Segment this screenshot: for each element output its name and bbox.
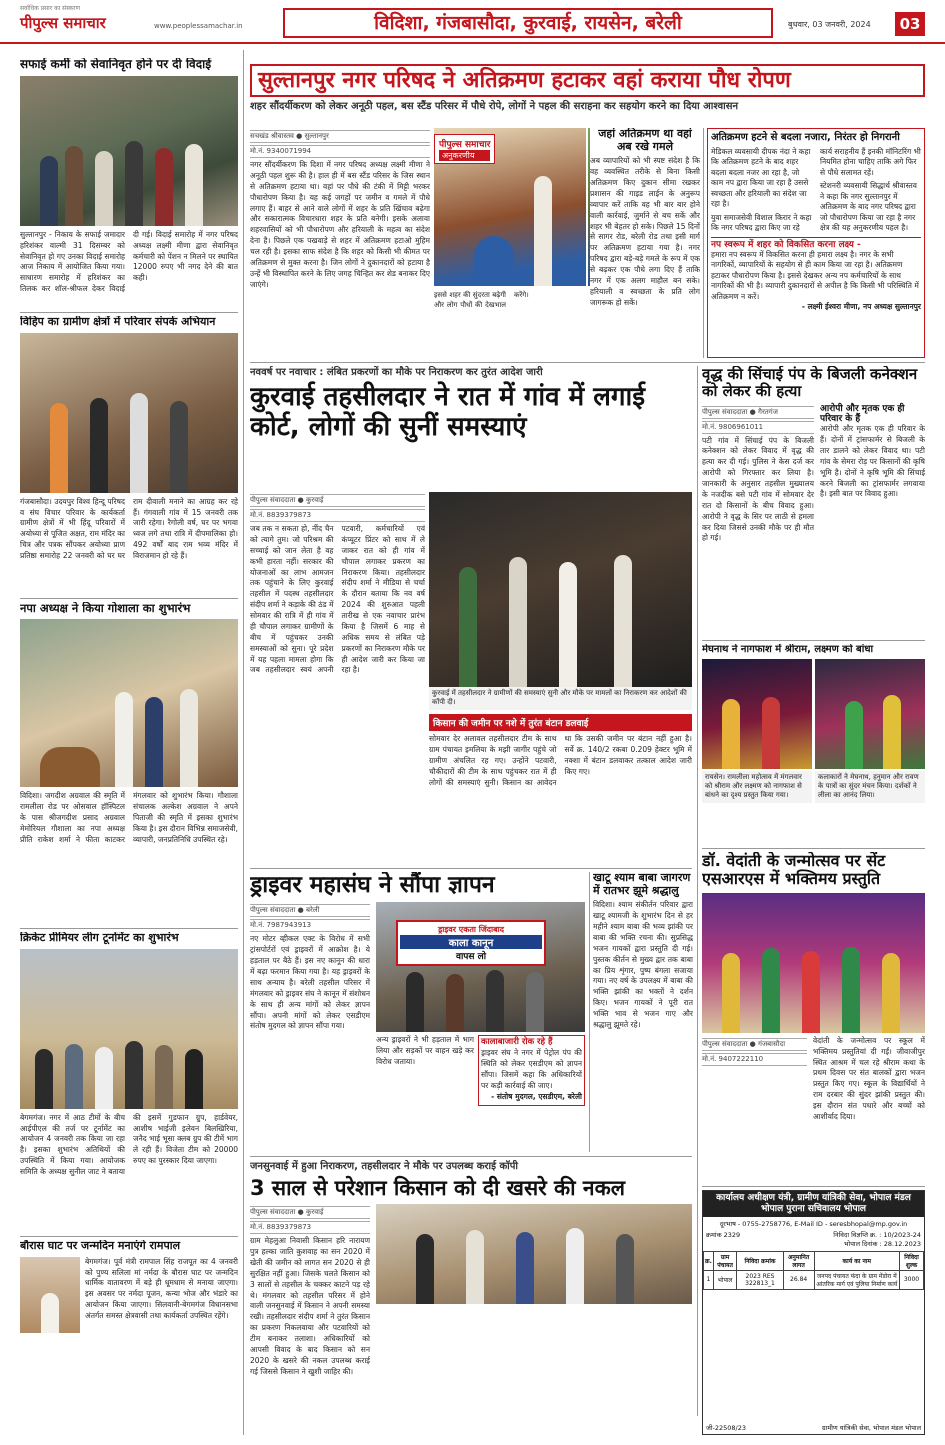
byline: पीपुल्स संवाददाता ● गैरतगंज <box>702 407 778 416</box>
driver-body-continued: अन्य ड्राइवरों ने भी हड़ताल में भाग लिया और सड़कों पर वाहन खड़े कर विरोध जताया। <box>376 1035 474 1067</box>
headline[interactable]: कुरवाई तहसीलदार ने रात में गांव में लगाई कोर्ट, लोगों की सुनीं समस्याएं <box>250 382 645 442</box>
tender-footer: ग्रामीण यांत्रिकी सेवा, भोपाल मंडल भोपाल <box>822 1424 921 1432</box>
photo <box>702 659 812 769</box>
mobile-number: मो.नं. 7987943913 <box>250 921 312 930</box>
lead-body-block <box>250 128 430 358</box>
protest-banner <box>396 920 546 966</box>
story-gaushala <box>20 602 238 924</box>
headline[interactable]: क्रिकेट प्रीमियर लीग टूर्नामेंट का शुभारंभ <box>20 932 179 944</box>
khatu-shyam-story <box>593 872 693 1152</box>
headline[interactable]: मेघनाथ ने नागफाश में श्रीराम, लक्ष्मण को बांधा <box>702 644 874 655</box>
headline[interactable]: 3 साल से परेशान किसान को दी खसरे की नकल <box>250 1176 625 1200</box>
site-url[interactable]: www.peoplessamachar.in <box>154 22 243 30</box>
edition-regions: विदिशा, गंजबासौदा, कुरवाई, रायसेन, बरेली <box>283 8 773 38</box>
lead-photo-caption-row <box>434 290 586 358</box>
mobile-number: मो.नं. 9407222110 <box>702 1054 764 1063</box>
lead-photo <box>434 128 586 286</box>
kurwai-photo-block <box>429 492 692 710</box>
story-farewell <box>20 58 238 308</box>
lead-subheadline: शहर सौंदर्यीकरण को लेकर अनूठी पहल, बस स्टैंड परिसर में पौधे रोपे, लोगों ने पहल की सराहना कर सहयोग करने का दिया आश्वासन <box>250 101 739 113</box>
photo <box>20 949 238 1109</box>
side-headline: आरोपी और मृतक एक ही परिवार के हैं <box>820 403 905 424</box>
article-body: बेगमगंज। नगर में आठ टीमों के बीच आईपीएल की तर्ज पर टूर्नामेंट का आयोजन 4 जनवरी तक किया जा रहा है। इसका शुभारंभ अतिथियों की उपस्थिति में किया गया। आयोजक समिति के अध्यक्ष सुनील जाट ने बताया की इसमें गुडफान ग्रुप, हार्डवेयर, आशीष भाईजी इलेवन बिलखिरिया, जनैद भाई भूसा क्लब ग्रुप की टीमें भाग ले रही हैं। विजेता टीम को 20000 रुपए का पुरस्कार दिया जाएगा। <box>20 1112 238 1177</box>
note-headline: कालाबाजारी रोक रहे हैं <box>481 1037 553 1048</box>
table-header: निविदा क्रमांक <box>737 1251 783 1270</box>
headline[interactable]: विहिप का ग्रामीण क्षेत्रों में परिवार संपर्क अभियान <box>20 316 216 328</box>
table-cell: 26.84 <box>783 1270 814 1289</box>
headline[interactable]: बौरास घाट पर जन्मदिन मनाएंगे रामपाल <box>20 1240 181 1252</box>
photo <box>20 333 238 493</box>
headline[interactable]: खाटू श्याम बाबा जागरण में रातभर झूमे श्रद्धालु <box>593 872 691 897</box>
box-headline[interactable]: अतिक्रमण हटने से बदला नजारा, निरंतर हो निगरानी <box>711 132 900 143</box>
side-headline[interactable]: जहां अतिक्रमण था वहां अब रखे गमले <box>598 128 692 153</box>
newspaper-logo[interactable] <box>20 4 150 38</box>
article-body: बेगमगंज। पूर्व मंत्री रामपाल सिंह राजपूत का 4 जनवरी को पुण्य सलिला मां नर्मदा के बौरास घाट पर जन्मदिन धार्मिक वातावरण में बड़े ही धूमधाम से मनाया जाएगा। इस अवसर पर नर्मदा पूजन, कन्या भोज और भंडारे का आयोजन किया जाएगा। सिलवानी-बेगमगंज विधानसभा अंतर्गत समस्त क्षेत्रवासी तथा कार्यकर्ता उपस्थित रहेंगे। <box>85 1256 238 1321</box>
masthead <box>0 0 945 44</box>
logo-tagline: सर्वाधिक प्रसार का संस्करण <box>20 5 80 12</box>
ramleela-story <box>702 644 925 844</box>
side-body: आरोपी और मृतक एक ही परिवार के हैं। दोनों में ट्रांसफार्मर से बिजली के तार डालने को लेकर विवाद था। पटी गांव के सेमरा रोड़ पर किसानों की कृषि भूमि है। दोनों ने कृषि भूमि की सिंचाई करने बिजली का ट्रांसफार्मर लगवाया है। इसी बात पर विवाद हुआ। <box>820 424 925 499</box>
photo <box>815 659 925 769</box>
photo <box>702 893 925 1033</box>
mobile-number: मो.नं. 9340071994 <box>250 147 312 155</box>
banner-line: काला कानून <box>400 935 542 949</box>
story-cricket <box>20 932 238 1232</box>
byline: पीपुल्स संवाददाता ● कुरवाई <box>250 1208 324 1217</box>
photo-caption: कलाकारों ने मेघनाथ, हनुमान और रावण के पात्रों का सुंदर मंचन किया। दर्शकों ने लीला का आनंद लिया। <box>815 771 925 803</box>
mobile-number: मो.नं. 8839379873 <box>250 511 312 519</box>
kicker: नववर्ष पर नवाचार : लंबित प्रकरणों का मौके पर निराकरण कर तुरंत आदेश जारी <box>250 367 543 378</box>
table-cell: 1 <box>704 1270 714 1289</box>
tender-title: कार्यालय अधीक्षण यंत्री, ग्रामीण यांत्रिकी सेवा, भोपाल मंडल भोपाल पुराना सचिवालय भोपाल <box>703 1191 924 1217</box>
article-body: पटी गांव में सिंचाई पंप के बिजली कनेक्शन को लेकर विवाद में वृद्ध की हत्या कर दी गई। पुलिस ने केस दर्ज कर आरोपी को गिरफ्तार कर लिया है। जानकारी के अनुसार तहसील मुख्यालय के नजदीक बसे पटी गांव में सोमवार देर रात दो किसानों के बीच विवाद हुआ। आरोपी ने वृद्ध के सिर पर लाठी से हमला कर दिया जिससे उनकी मौके पर ही मौत हो गई। <box>702 435 814 543</box>
tender-code: जी-22508/23 <box>706 1424 746 1432</box>
headline[interactable]: नपा अध्यक्ष ने किया गोशाला का शुभारंभ <box>20 602 191 615</box>
gamle-story <box>590 128 700 358</box>
headline[interactable]: वृद्ध की सिंचाई पंप के बिजली कनेक्शन को लेकर की हत्या <box>702 366 918 401</box>
newspaper-name: पीपुल्स समाचार <box>20 14 106 32</box>
note-author: - संतोष मुदगल, एसडीएम, बरेली <box>491 1091 582 1101</box>
banner-line: वापस लो <box>455 952 487 963</box>
box-body: सोमवार देर अलावल तहसीलदार टीम के साथ ग्राम पंचायत इमलिया के मझी जागीर पहुंचे जो ग्रामीण अंचलित रह गए। उन्होंने पटवारी, चौकीदारों की टीम के साथ पहुंचकर रात में ही लोगों की समस्याएं सुनी। किसान का आवेदन था कि उसकी जमीन पर बंटान नहीं हुआ है। सर्वे क्र. 140/2 रकबा 0.209 हेक्टर भूमि में नक्शा में बंटान डलवाकर तत्काल आदेश जारी किए गए। <box>429 734 692 787</box>
opinion-point: मेडिकल व्यवसायी दीपक नंदा ने कहा कि अतिक्रमण हटने के बाद शहर बदला बदला नजर आ रहा है, जो काम नप द्वारा किया जा रहा है उससे स्वच्छता और हरियाली का संदेश जा रहा है। <box>711 146 811 208</box>
table-cell: भोपाल <box>713 1270 736 1289</box>
opinion-point: स्टेशनरी व्यवसायी सिद्धार्थ श्रीवास्तव ने कहा कि नगर सुल्तानपुर में अतिक्रमण के बाद नगर परिषद द्वारा जो पौधारोपण किया जा रहा है नगर क्षेत्र की यह अनुकरणीय पहल है। <box>820 181 917 232</box>
tender-table <box>703 1251 924 1290</box>
headline[interactable]: ड्राइवर महासंघ ने सौंपा ज्ञापन <box>250 872 495 898</box>
byline: पीपुल्स संवाददाता ● बरेली <box>250 906 320 915</box>
headline[interactable]: सफाई कर्मी को सेवानिवृत होने पर दी विदाई <box>20 58 212 71</box>
note-body: ड्राइवर संघ ने नगर में पेट्रोल पंप की स्थिति को लेकर एसडीएम को ज्ञापन सौंपा। जिसमें कहा कि अधिकारियों पर कड़ी कार्रवाई की जाए। <box>481 1048 582 1090</box>
article-body: गंजबासौदा। उदयपुर विश्व हिन्दू परिषद व संघ विचार परिवार के कार्यकर्ता ग्रामीण क्षेत्रों में भी हिंदू परिवारों में अयोध्या से पूजित अक्षत, राम मंदिर का चित्र और पत्रक सौंपकर अयोध्या प्राण प्रतिष्ठा समारोह 22 जनवरी को घर घर राम दीवाली मनाने का आग्रह कर रहे हैं। गंगवाली गांव में 15 जनवरी तक जारी रहेगा। रैगोली वर्ष, घर पर भगवा ध्वज लगे तथा रात्रि में दीपमालिका हो। 492 वर्षों बाद राम भव्य मंदिर में विराजमान हो रहे हैं। <box>20 496 238 561</box>
quote-headline: नप स्वरूप में शहर को विकसित करना लक्ष्य - <box>711 239 861 250</box>
tender-ref: क्रमांक 2329 <box>706 1230 741 1239</box>
table-header: अनुमानित लागत <box>783 1251 814 1270</box>
table-cell: जनपद पंचायत फंदा के ग्राम मेंडोरा में आंतरिक मार्ग एवं पुलिया निर्माण कार्य <box>814 1270 899 1289</box>
mobile-number: मो.नं. 8839379873 <box>250 1223 312 1232</box>
photo-caption: रायसेन। रामलीला महोत्सव में मंगलवार को श्रीराम और लक्ष्मण को नागफाश से बांधने का दृश्य प्रस्तुत किया गया। <box>702 771 812 803</box>
article-body: वेदांती के जन्मोत्सव पर स्कूल में भक्तिमय प्रस्तुतियां दी गईं। जीवाजीपुर स्थित आश्रम में चल रहे श्रीराम कथा के प्रथम दिवस पर संत बालकों द्वारा भजन प्रस्तुत किए गए। स्कूल के विद्यार्थियों ने राम दरबार की सुंदर झांकी प्रस्तुत की। इस दौरान संत पधारे और बच्चों को आशीर्वाद दिया। <box>813 1035 925 1121</box>
article-body: नगर सौंदर्यीकरण कि दिशा में नगर परिषद अध्यक्ष लक्ष्मी मीणा ने अनूठी पहल शुरू की है। हाल ही में बस स्टैंड परिसर के जिस स्थान से अतिक्रमण हटाया था। वहां पर पौधे की टंकी में मिट्टी भरकर पौधारोपण किया है। यह कई जगहों पर जमीन व गमले में पौधे लगाए हैं। बाहर से आने वाले लोगों में शहर के प्रति खिंचाव बढ़ेगा और सकारात्मक विचारधारा शहर के प्रति बनेगी। इसके अलावा शहरवासियों को भी पौधारोपण और हरियाली के महत्व का संदेश देना है। पिछले एक पखवाड़े से शहर में अतिक्रमण हटाओ मुहिम चल रही है। इसका साफ संदेश है कि शहर को किसी भी कीमत पर अतिक्रमण से मुक्त करना है। जिन लोगों ने दुकानदारों को हटाया है उन्हें भी विस्थापित करने के लिए जगह चिन्हित कर शेड बनाकर दिए जाएंगे। <box>250 160 430 289</box>
photo <box>429 492 692 687</box>
photo-caption: कुरवाई में तहसीलदार ने ग्रामीणों की समस्याएं सुनी और मौके पर मामलों का निराकरण कर आदेशों की कॉपी दी। <box>429 687 692 710</box>
table-cell: 2023 RES 322813_1 <box>737 1270 783 1289</box>
article-body: विदिशा। श्याम संकीर्तन परिवार द्वारा खाटू श्यामजी के शुभारंभ दिन से हर महीने श्याम बाबा की भव्य झांकी पर बाबा की भक्ति रचना की। सुप्रसिद्ध भजन गायकों द्वारा प्रस्तुति दी गई। पुस्तक कीर्तन से मुख्य द्वार तक बाबा का प्रिय शृंगार, पुष्प बंगला सजाया गया। नए वर्ष के उपलक्ष्य में बाबा की भक्ति झांकी का भक्तों ने दर्शन किए। भजन गायकों ने पूरी रात भक्ति भाव से भजन गाए और श्रद्धालु झूमते रहे। <box>593 900 693 1029</box>
headline[interactable]: डॉ. वेदांती के जन्मोत्सव पर सेंट एसआरएस में भक्तिमय प्रस्तुति <box>702 852 886 889</box>
photo <box>376 1204 692 1304</box>
lead-opinion-box <box>707 128 925 358</box>
quote-text: हमारा नप स्वरूप में विकसित करना ही हमारा लक्ष्य है। नगर के सभी नागरिकों, व्यापारियों के सहयोग से ही काम किया जा रहा है। अतिक्रमण हटाकर पौधारोपण किया है। इससे देखकर अन्य नप कर्मचारियों के साथ नागरिकों की भी है। व्यापारी दुकानदारों से अपील है कि किसी भी परिस्थिति में अतिक्रमण न करें। <box>711 249 919 301</box>
dateline: बुधवार, 03 जनवरी, 2024 <box>788 20 871 29</box>
byline: पीपुल्स संवाददाता ● कुरवाई <box>250 496 324 504</box>
table-header: क्र. <box>704 1251 714 1270</box>
driver-story <box>250 872 585 1152</box>
badge-label: अनुकरणीय <box>439 150 490 161</box>
mobile-number: मो.नं. 9806961011 <box>702 422 764 431</box>
kurwai-land-box <box>429 714 692 864</box>
table-row <box>704 1270 924 1289</box>
story-vhp-campaign <box>20 316 238 594</box>
tender-notice <box>702 1190 925 1435</box>
vedanti-story <box>702 852 925 1182</box>
box-headline[interactable]: किसान की जमीन पर नशे में तुरंत बंटान डलवाई <box>429 714 692 731</box>
article-body: सुल्तानपुर - निकाय के सफाई जमादार हरिशंकर वाल्मी 31 दिसम्बर को सेवानिवृत हो गए उनका विदाई समारोह आज निकाय में आयोजित किया गया। साधारण समारोह में हरिशंकर का तिलक कर शॉल-श्रीफल देकर विदाई दी गई। विदाई समारोह में नगर परिषद अध्यक्ष लक्ष्मी मीणा द्वारा सेवानिवृत कर्मचारी को पेंशन न मिलने पर स्थायित 12000 रुपए भी नगद देने की बात कही। <box>20 229 238 294</box>
lead-headline[interactable]: सुल्तानपुर नगर परिषद ने अतिक्रमण हटाकर वहां कराया पौध रोपण <box>250 64 925 97</box>
quote-author: - लक्ष्मी ईश्वरा मीणा, नप अध्यक्ष सुल्तानपुर <box>801 302 921 312</box>
table-header: निविदा शुल्क <box>900 1251 924 1270</box>
table-header: ग्राम पंचायत <box>713 1251 736 1270</box>
kurwai-body <box>250 492 425 862</box>
murder-story <box>702 366 925 636</box>
article-body: नए मोटर व्हीकल एक्ट के विरोध में सभी ट्रांसपोर्टरों एवं ड्राइवरों में आक्रोश है। ये हड़ताल पर बैठे हैं। इस नए कानून की धारा में बढ़ा फरमान किया गया है। यह ड्राइवरों के साथ अन्याय है। बरेली तहसील परिसर में मंगलवार को ड्राइवर संघ ने कानून में संशोधन के साथ ही अन्य मांगों को लेकर ज्ञापन सौंपा। अपनी मांगों को लेकर एसडीएम संतोष मुदगल को ज्ञापन सौंपा गया। <box>250 934 370 1031</box>
tender-number: निविदा विज्ञप्ति क्र. : 10/2023-24 <box>833 1230 921 1239</box>
banner-line: ड्राइवर एकता जिंदाबाद <box>438 925 504 935</box>
photo <box>434 128 586 286</box>
story-rampal <box>20 1240 238 1435</box>
article-body: जब तक न सकता हो, नींद चैन को त्यागे तुम। जो परिश्रम की सच्चाई को जान लेता है वह कभी हारता नहीं। सरकार की योजनाओं का लाभ आमजन तक पहुंचाने के लिए कुरवाई तहसील में पदस्थ तहसीलदार संदीप शर्मा ने कड़ाके की ठंड में सोमवार की रात्रि में ही गांव में ही चौपाल लगाकर ग्रामीणों के बीच में पहुंचकर उनकी समस्याओं को सुना। पूरे प्रदेश में यह पहला मामला होगा कि जब तहसीलदार स्वयं अपनी पटवारी, कर्मचारियों एवं कंप्यूटर प्रिंटर को साथ में ले जाकर रात को ही गांव में चौपाल लगाकर प्रकरण का निराकरण किया। तहसीलदार संदीप शर्मा ने मीडिया से चर्चा के दौरान बताया कि नव वर्ष 2024 की शुरुआत पहली तारीख से एक नवाचार प्रारंभ किया है जिसमें 6 माह से अधिक समय से लंबित पड़े प्रकरणों का निराकरण मौके पर ही आदेश जारी कर किया जा रहा है। <box>250 524 425 675</box>
byline: सचखंड श्रीवास्तव ● सुल्तानपुर <box>250 132 329 140</box>
farmer-story <box>250 1160 692 1435</box>
tender-date: भोपाल दिनांक : 28.12.2023 <box>843 1239 921 1248</box>
article-body: ग्राम मेहलुआ निवासी किसान हरि नारायण पुत्र हल्का जाति कुशवाह का सन 2020 में खेती की जमीन को लागत सन 2020 से ही सुरक्षित नहीं हुआ। जिसके चलते किसान को 3 सालों से तहसील के चक्कर काटने पड़ रहे थे। मंगलवार को तहसील परिसर में होने वाली जनसुनवाई में किसान ने अपनी समस्या रखी। तहसीलदार संदीप शर्मा ने तुरंत किसान का प्रकरण निकलवाया और पटवारियों को टीम बनाकर तलाशा। अधिकारियों को आपसी विवाद के बाद किसान को सन 2020 के खसरे की नकल उपलब्ध कराई गई जिससे किसान ने खुशी जाहिर की। <box>250 1236 370 1376</box>
tender-contact[interactable]: दूरभाष - 0755-2758776, E-Mail ID - seresbhopal@mp.gov.in <box>719 1219 908 1228</box>
portrait-photo <box>20 1257 80 1333</box>
page-number: 03 <box>895 12 925 36</box>
opinion-point: युवा समाजसेवी विशाल किरार ने कहा कि नगर परिषद द्वारा किए जा रहे कार्य सराहनीय हैं इनकी मॉनिटरिंग भी नियमित होना चाहिए ताकि अगे फिर से पौधे सलामत रहें। <box>711 146 921 232</box>
kurwai-story <box>250 366 692 490</box>
photo <box>20 619 238 787</box>
kicker: जनसुनवाई में हुआ निराकरण, तहसीलदार ने मौके पर उपलब्ध कराई कॉपी <box>250 1161 519 1172</box>
lead-body-continued: इससे शहर की सुंदरता बढ़ेगी और लोग पौधों की देखभाल करेंगे। <box>434 291 529 310</box>
badge-paper-name: पीपुल्स समाचार <box>439 140 491 150</box>
table-header: कार्य का नाम <box>814 1251 899 1270</box>
table-cell: 3000 <box>900 1270 924 1289</box>
side-body: अब व्यापारियों को भी स्पष्ट संदेश है कि वह व्यवस्थित तरीके से बिना किसी अतिक्रमण किए दुकान सीमा रखकर प्रशासन की गाइड लाईन के अनुरूप व्यापार करें ताकि वह भी बार बार होने वाली कार्रवाई, जुर्माने से बच सकें और शहर भी बेहतर हो सके। पिछले 15 दिनों से सागर रोड, बरेली रोड तथा इसी मार्ग पर अतिक्रमण हटाया गया है। नगर परिषद द्वारा बड़े-बड़े गमले के रूप में एक से बढ़कर एक पौधे लगा दिए हैं ताकि नगर में एक अलग माहौल बन सके। हरियाली व स्वच्छता के प्रति लोग जागरूक हो सकें। <box>590 156 700 307</box>
photo <box>20 76 238 226</box>
photo <box>376 902 585 1032</box>
article-body: विदिशा। जगदीश अग्रवाल की स्मृति में रामलीला रोड पर ओसवाल हॉस्पिटल के पास श्रीजगदीश प्रसाद अग्रवाल मेमोरियल गौशाला का नपा अध्यक्ष प्रीति राकेश शर्मा ने फीता काटकर मंगलवार को शुभारंभ किया। गौशाला संचालक अल्केश अग्रवाल ने अपने पिताजी की स्मृति में इसका शुभारंभ किया है। इस दौरान विभिन्न समाजसेवी, व्यापारी, जनप्रतिनिधि उपस्थित रहे। <box>20 791 238 844</box>
byline: पीपुल्स संवाददाता ● गंजबासौदा <box>702 1039 786 1048</box>
